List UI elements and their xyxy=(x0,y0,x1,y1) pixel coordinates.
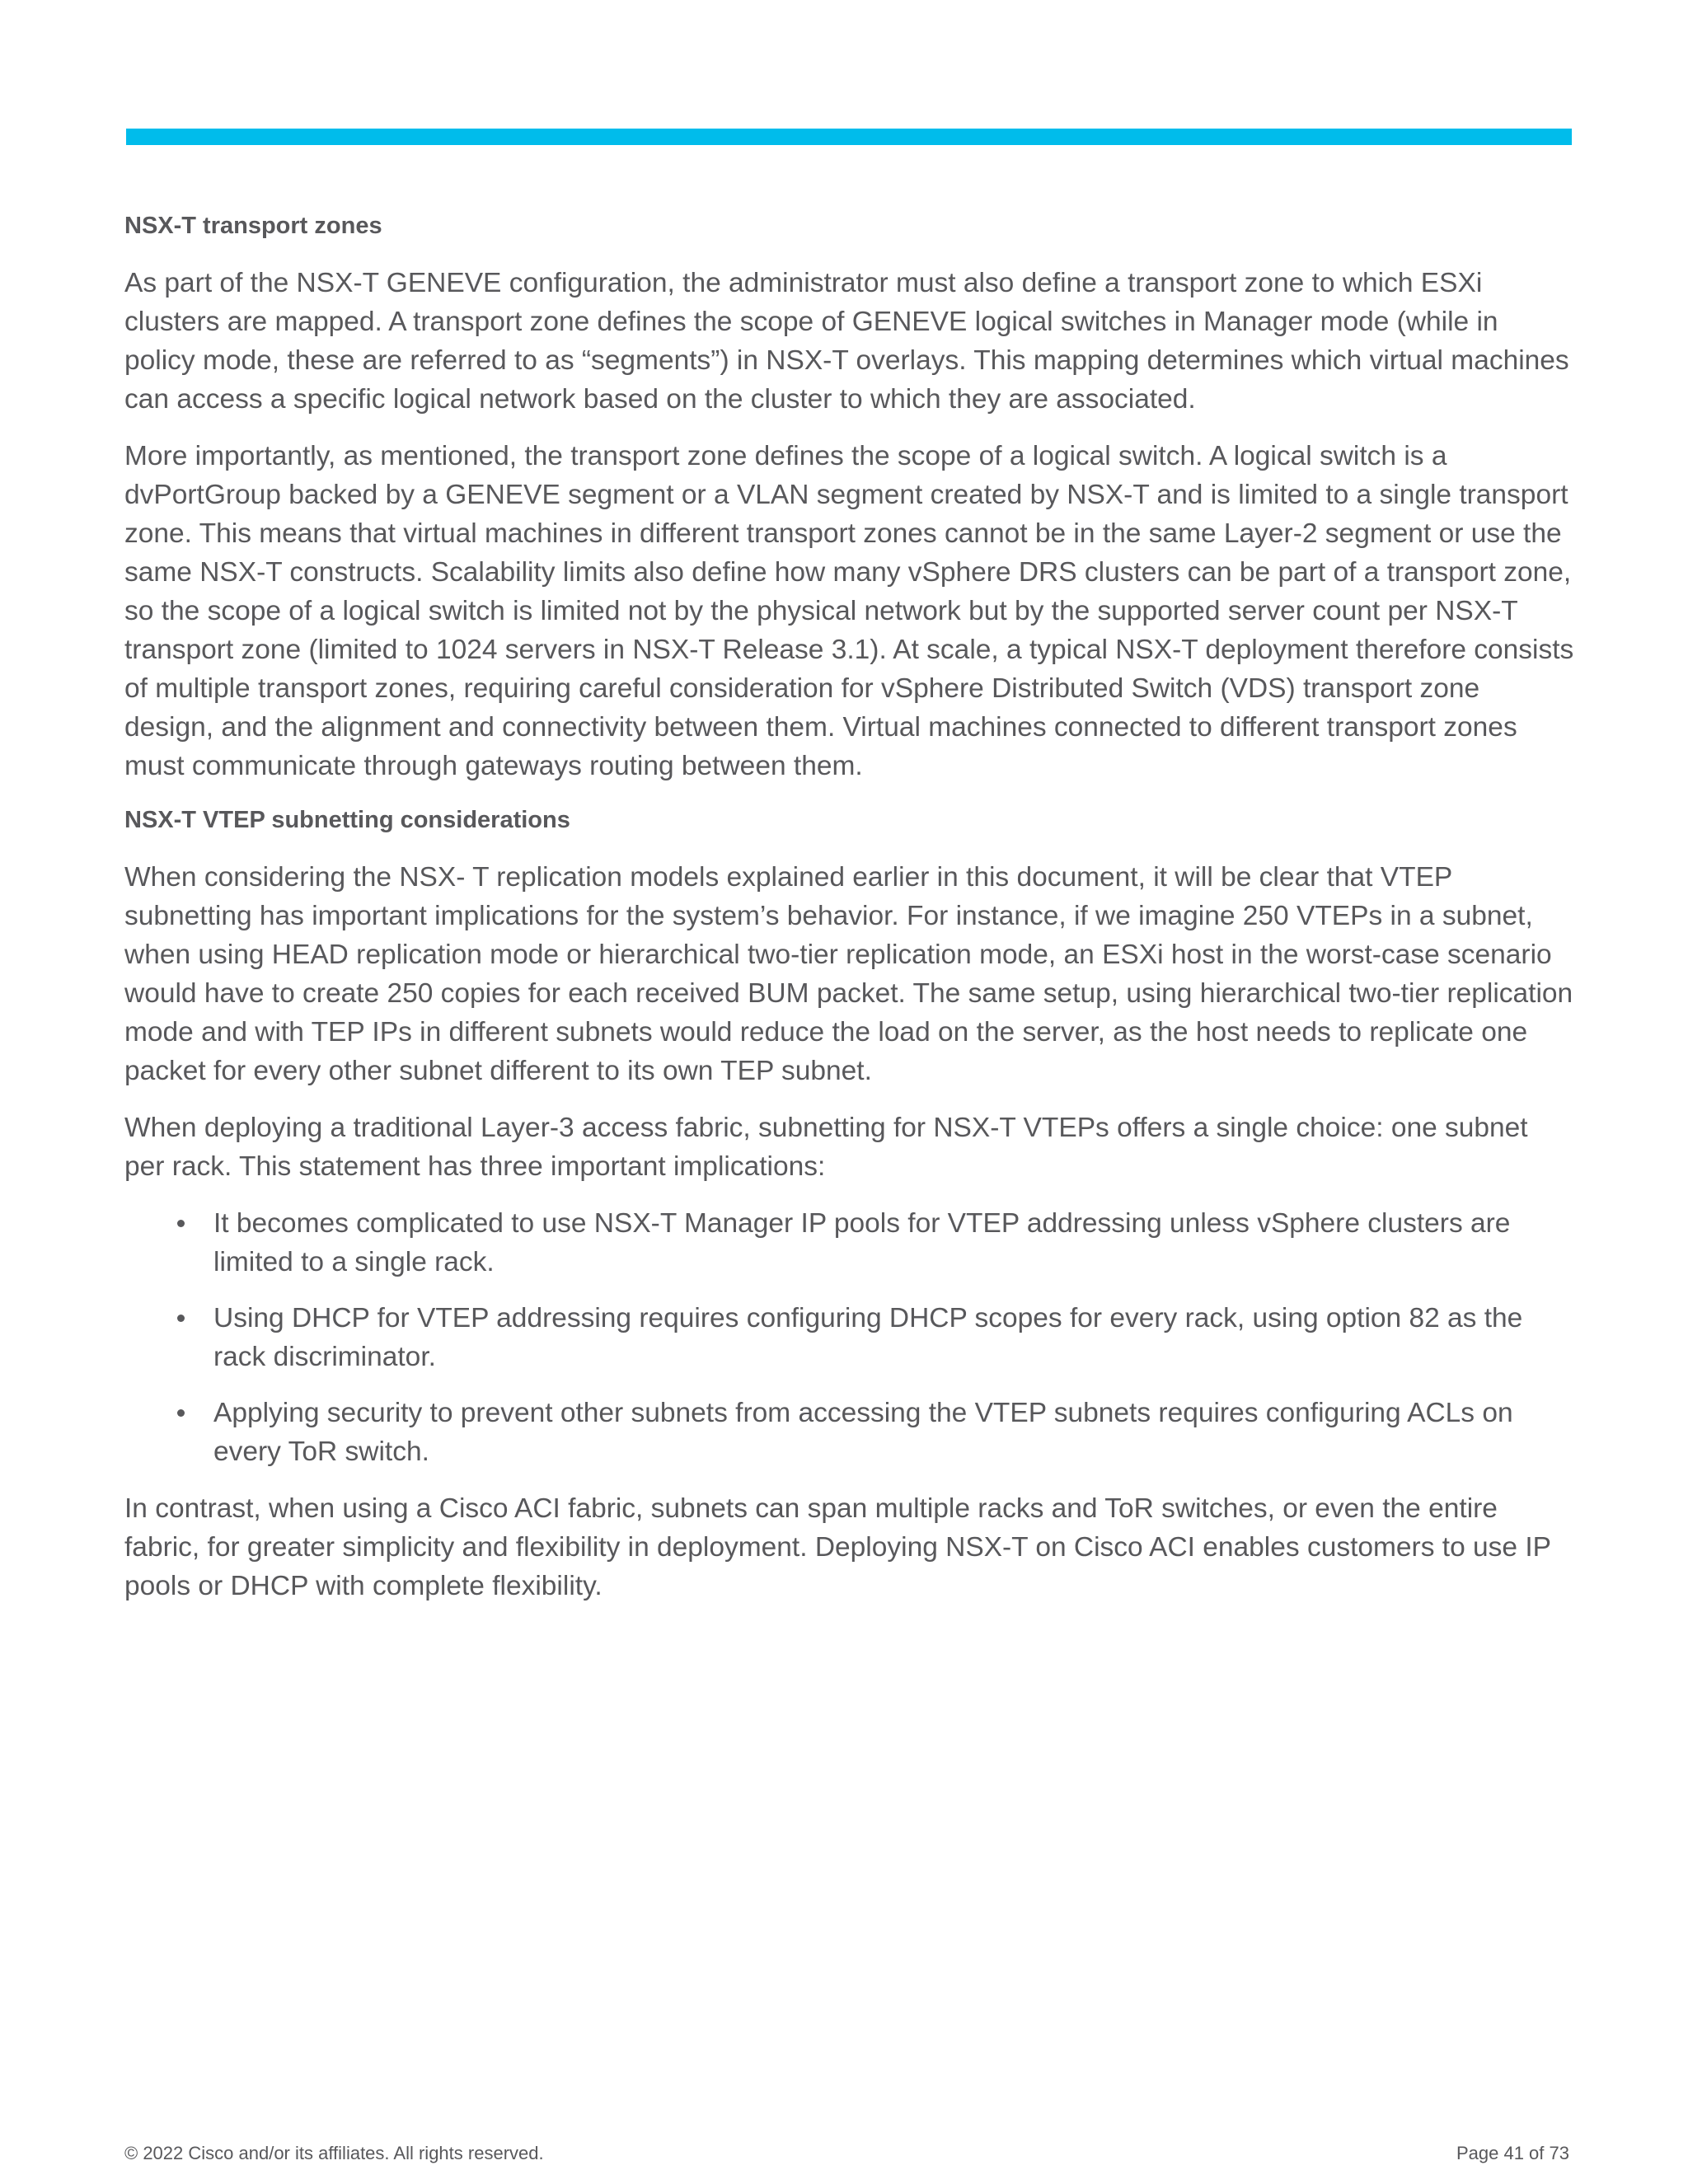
list-item xyxy=(213,1299,1575,1376)
paragraph: As part of the NSX-T GENEVE configuration, the administrator must also define a transport zone to which ESXi clusters are mapped. A transport zone defines the scope of GENEVE logical switches in Manager mode (while in policy mode, these are referred to as “segments”) in NSX-T overlays. This mapping determines which virtual machines can access a specific logical network based on the cluster to which they are associated. xyxy=(124,268,1569,415)
implications-list xyxy=(124,1204,1575,1471)
bullet-icon xyxy=(177,1315,185,1322)
section-heading-vtep-subnetting: NSX-T VTEP subnetting considerations xyxy=(124,807,570,833)
paragraph: When considering the NSX- T replication models explained earlier in this document, it will be clear that VTEP subnetting has important implications for the system’s behavior. For instance, if we imagine 250 VTEPs in a subnet, when using HEAD replication mode or hierarchical two-tier replication mode, an ESXi host in the worst-case scenario would have to create 250 copies for each received BUM packet. The same setup, using hierarchical two-tier replication mode and with TEP IPs in different subnets would reduce the load on the server, as the host needs to replicate one packet for every other subnet different to its own TEP subnet. xyxy=(124,862,1573,1086)
list-item xyxy=(213,1204,1575,1282)
list-item-text: Using DHCP for VTEP addressing requires configuring DHCP scopes for every rack, using option 82 as the rack discriminator. xyxy=(213,1303,1523,1372)
list-item-text: It becomes complicated to use NSX-T Manager IP pools for VTEP addressing unless vSphere clusters are limited to a single rack. xyxy=(213,1208,1511,1277)
list-item xyxy=(213,1394,1575,1471)
footer-copyright: © 2022 Cisco and/or its affiliates. All rights reserved. xyxy=(124,2143,544,2163)
bullet-icon xyxy=(177,1220,185,1227)
header-accent-bar xyxy=(126,129,1572,145)
paragraph: When deploying a traditional Layer-3 access fabric, subnetting for NSX-T VTEPs offers a single choice: one subnet per rack. This statement has three important implications: xyxy=(124,1113,1528,1182)
document-body xyxy=(124,209,1575,1624)
paragraph: In contrast, when using a Cisco ACI fabric, subnets can span multiple racks and ToR switches, or even the entire fabric, for greater simplicity and flexibility in deployment. Deploying NSX-T on Cisco ACI enables customers to use IP pools or DHCP with complete flexibility. xyxy=(124,1493,1551,1601)
section-heading-transport-zones: NSX-T transport zones xyxy=(124,213,382,239)
list-item-text: Applying security to prevent other subnets from accessing the VTEP subnets requires configuring ACLs on every ToR switch. xyxy=(213,1398,1513,1467)
bullet-icon xyxy=(177,1409,185,1417)
footer-page-number: Page 41 of 73 xyxy=(1456,2143,1569,2163)
paragraph: More importantly, as mentioned, the transport zone defines the scope of a logical switch. A logical switch is a dvPortGroup backed by a GENEVE segment or a VLAN segment created by NSX-T and is limited to a single transport zone. This means that virtual machines in different transport zones cannot be in the same Layer-2 segment or use the same NSX-T constructs. Scalability limits also define how many vSphere DRS clusters can be part of a transport zone, so the scope of a logical switch is limited not by the physical network but by the supported server count per NSX-T transport zone (limited to 1024 servers in NSX-T Release 3.1). At scale, a typical NSX-T deployment therefore consists of multiple transport zones, requiring careful consideration for vSphere Distributed Switch (VDS) transport zone design, and the alignment and connectivity between them. Virtual machines connected to different transport zones must communicate through gateways routing between them. xyxy=(124,441,1574,781)
